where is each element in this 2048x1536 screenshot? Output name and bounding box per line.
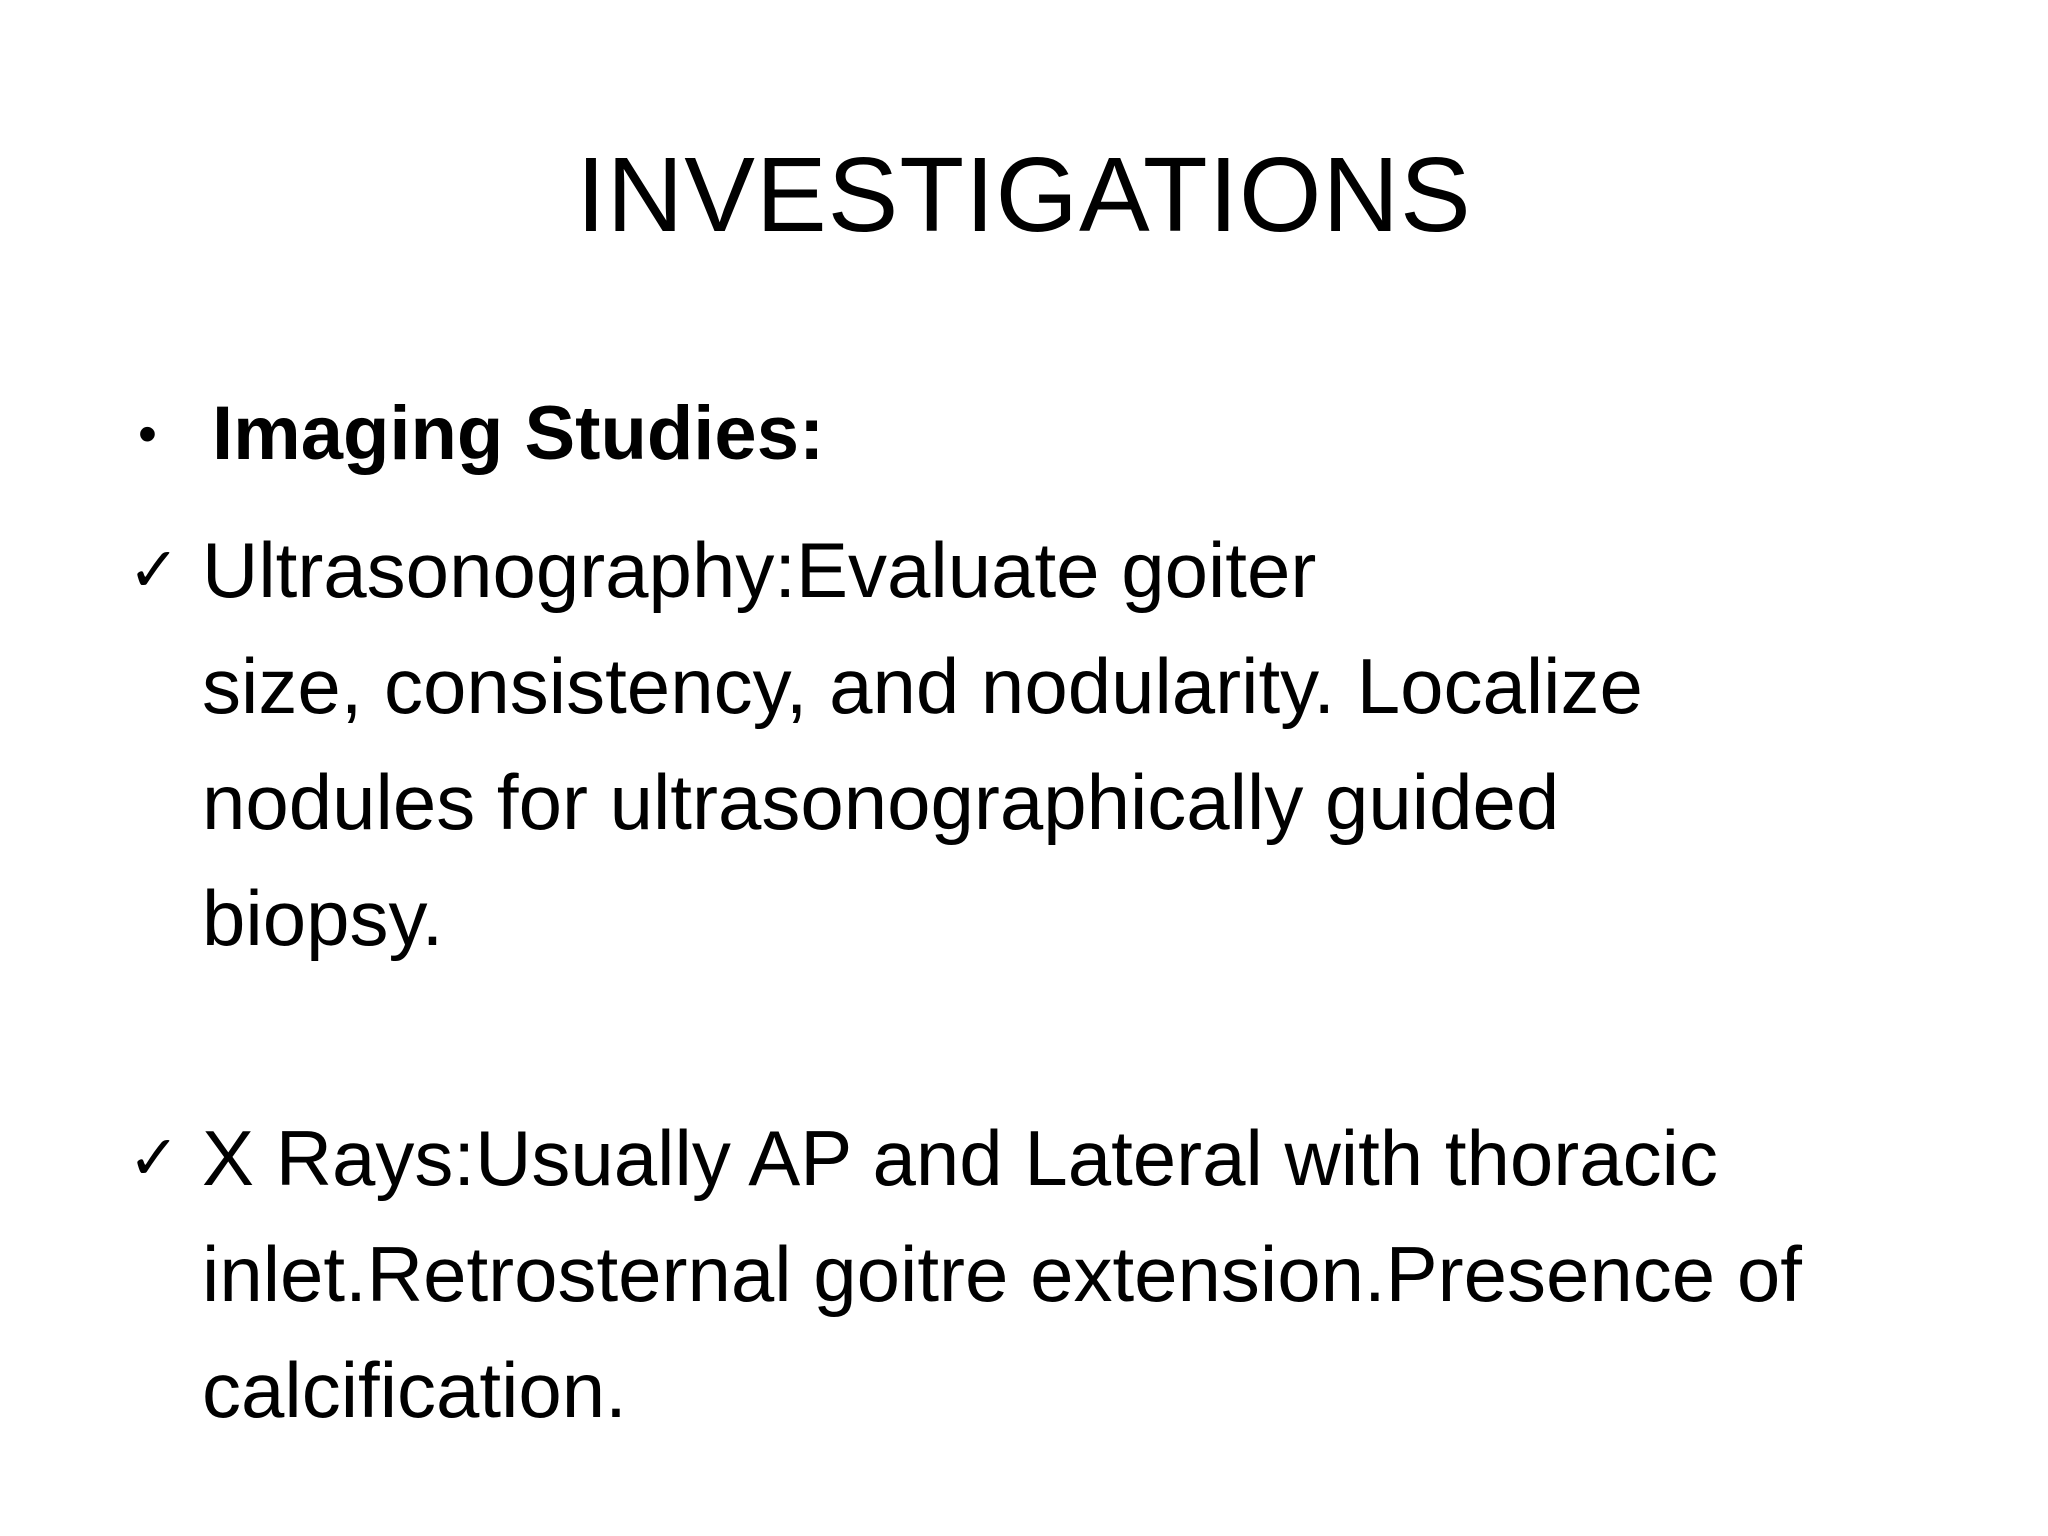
imaging-studies-bullet	[128, 388, 2032, 480]
x-rays-text	[202, 1100, 2022, 1448]
ultrasonography-line-1: Ultrasonography:Evaluate goiter	[202, 526, 1317, 614]
x-rays-line-1: X Rays:Usually AP and Lateral with thoracic	[202, 1114, 1718, 1202]
bullet-dot-icon: •	[138, 404, 157, 464]
x-rays-line-2: inlet.Retrosternal goitre extension.Presence of	[202, 1230, 1802, 1318]
ultrasonography-line-4: biopsy.	[202, 874, 444, 962]
imaging-studies-heading: Imaging Studies:	[212, 391, 825, 476]
checkmark-icon: ✓	[128, 533, 180, 606]
ultrasonography-text	[202, 512, 2022, 976]
ultrasonography-line-3: nodules for ultrasonographically guided	[202, 758, 1560, 846]
ultrasonography-item	[128, 512, 2022, 976]
ultrasonography-line-2: size, consistency, and nodularity. Localize	[202, 642, 1643, 730]
x-rays-line-3: calcification.	[202, 1346, 627, 1434]
slide-title: INVESTIGATIONS	[576, 136, 1472, 254]
checkmark-icon: ✓	[128, 1121, 180, 1194]
x-rays-item	[128, 1100, 2022, 1448]
